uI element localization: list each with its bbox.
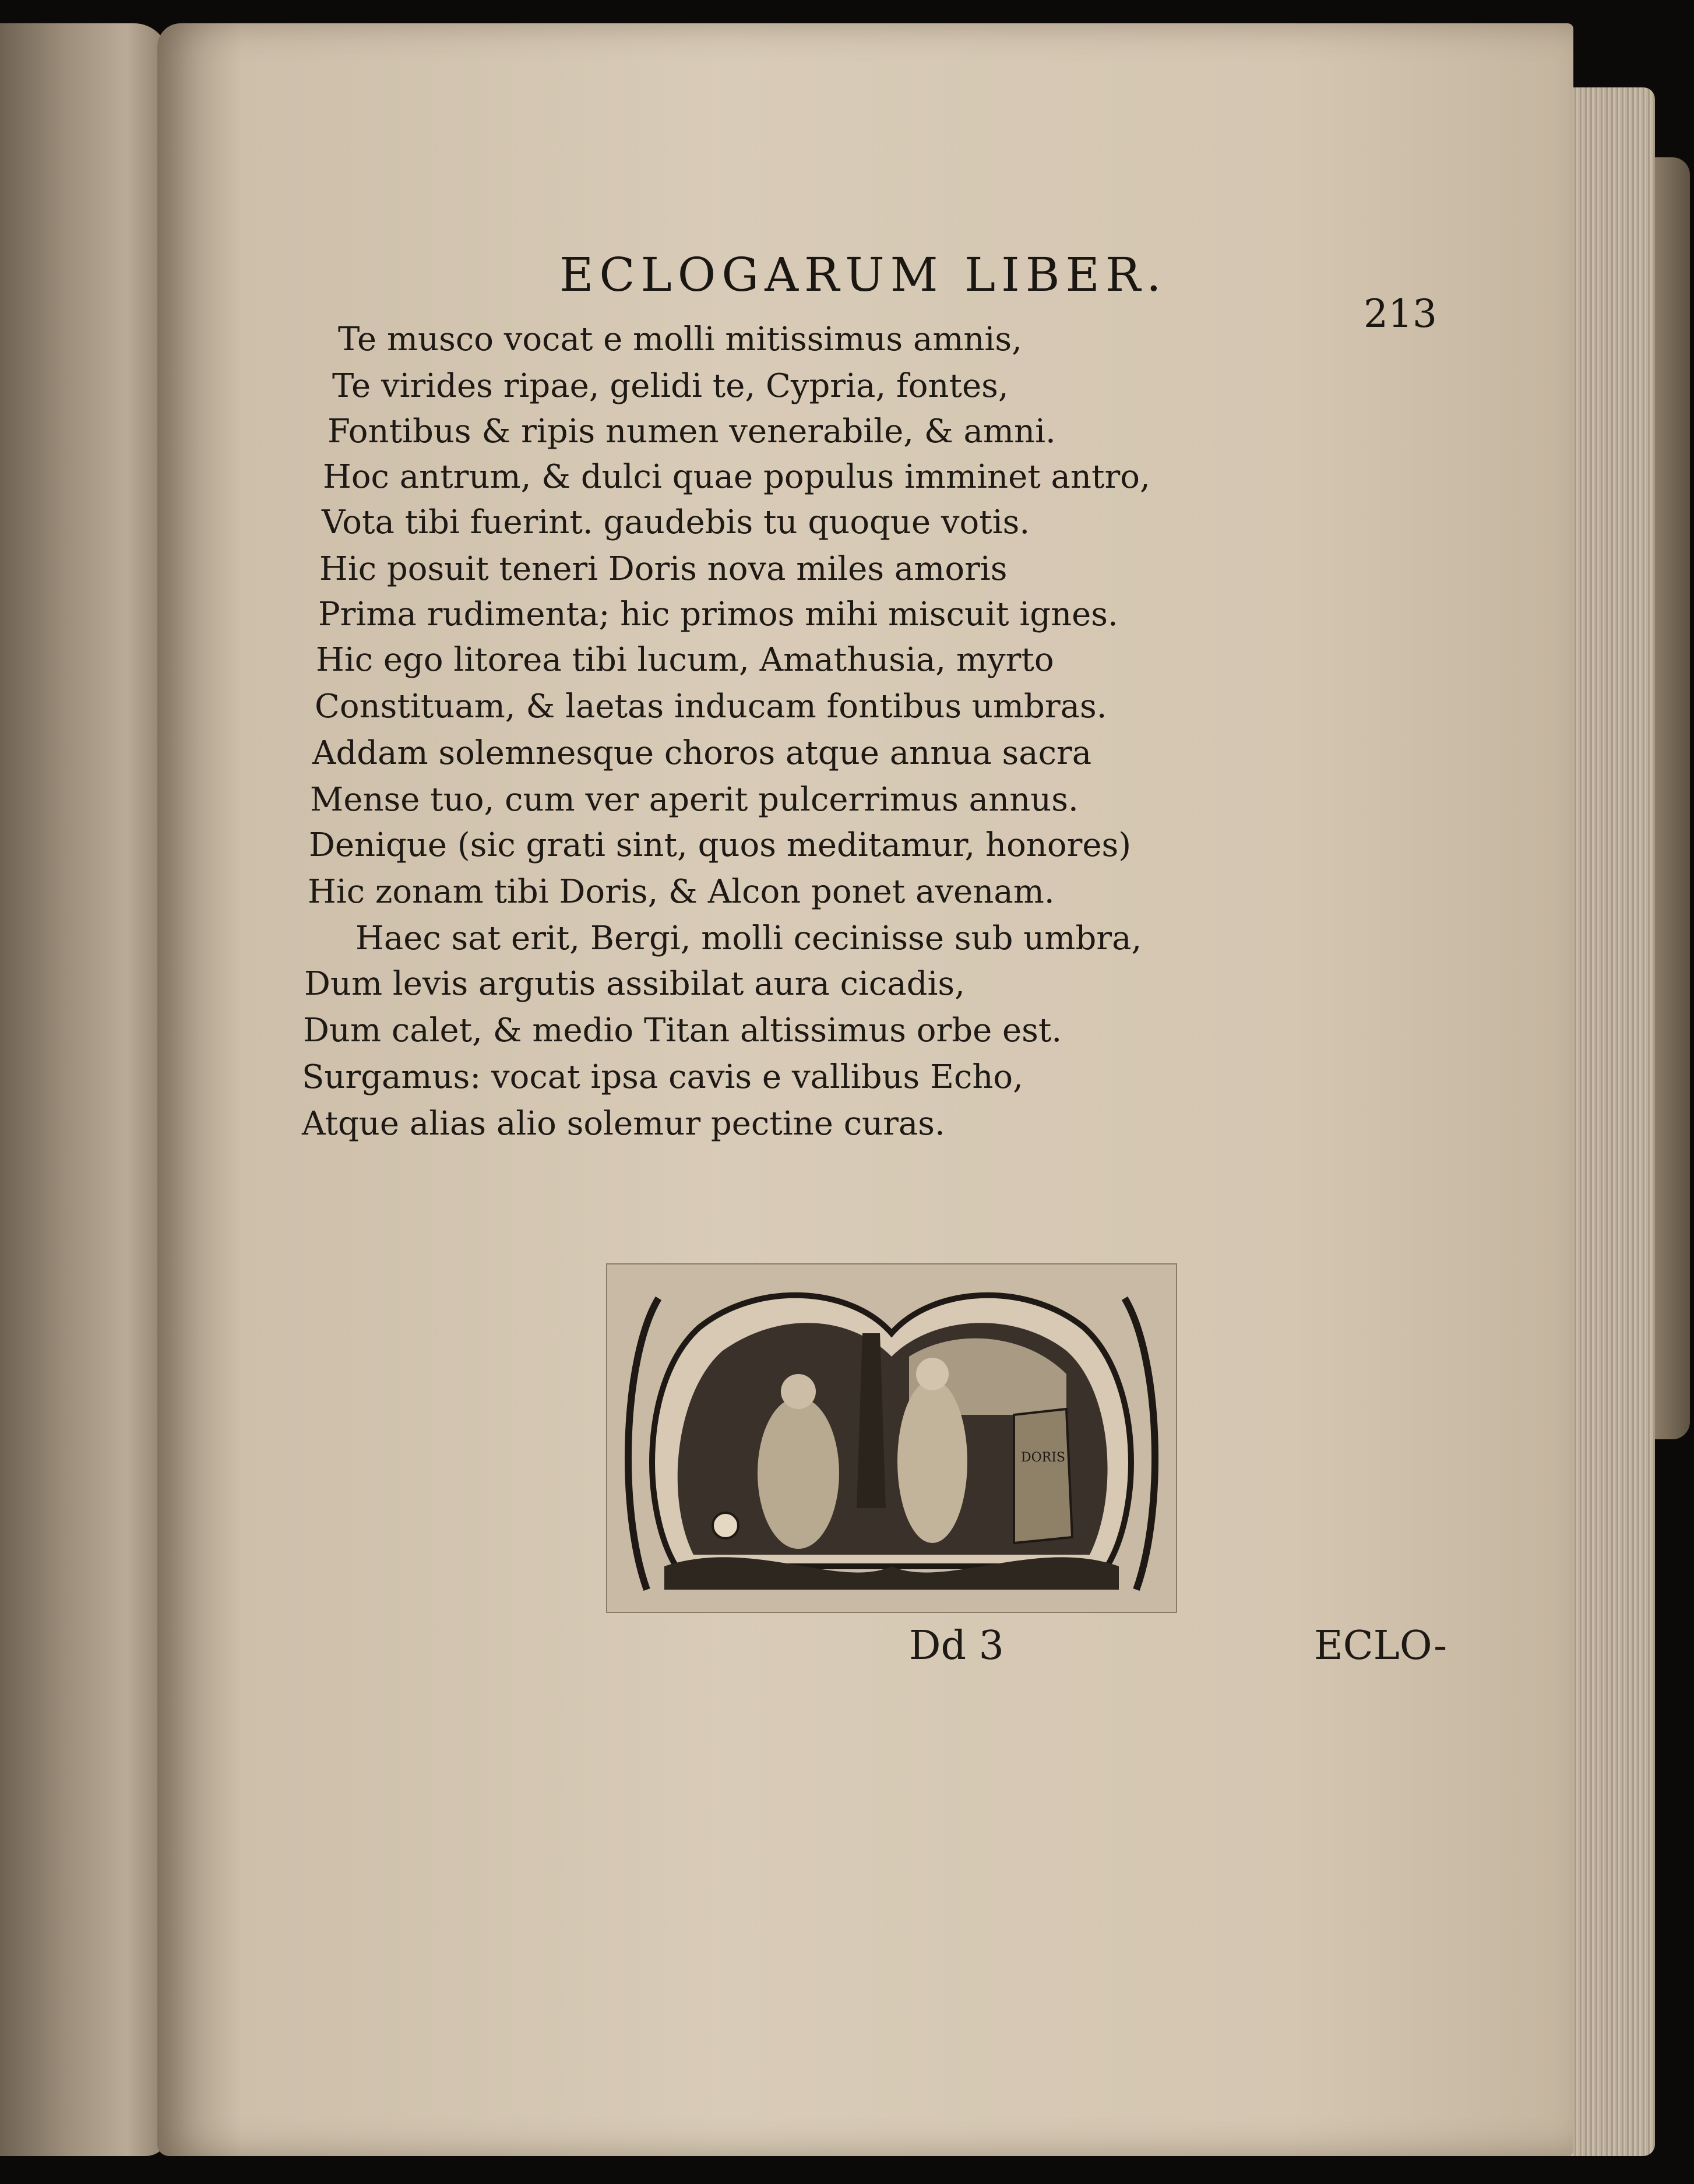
verse-line: Atque alias alio solemur pectine curas.: [302, 1105, 945, 1143]
catchword: ECLO-: [1314, 1623, 1448, 1669]
verse-line: Te virides ripae, gelidi te, Cypria, fontes,: [332, 367, 1009, 405]
book-spine: [1655, 157, 1690, 1439]
verse-line: Dum levis argutis assibilat aura cicadis,: [304, 965, 965, 1003]
verse-line: Hic posuit teneri Doris nova miles amoris: [319, 550, 1008, 588]
verse-line: Prima rudimenta; hic primos mihi miscuit ignes.: [318, 596, 1118, 633]
verse-line: Hic ego litorea tibi lucum, Amathusia, myrto: [316, 641, 1054, 679]
signature-mark: Dd 3: [909, 1623, 1004, 1669]
engraved-vignette: [606, 1263, 1177, 1613]
verse-line: Addam solemnesque choros atque annua sacra: [312, 734, 1092, 772]
page-edges: [1568, 87, 1655, 2156]
facing-left-page: [0, 23, 169, 2156]
vignette-inscription: DORIS: [1021, 1450, 1066, 1465]
verse-line: Haec sat erit, Bergi, molli cecinisse sub umbra,: [355, 920, 1142, 957]
verse-line: Dum calet, & medio Titan altissimus orbe est.: [303, 1012, 1062, 1049]
verse-line: Fontibus & ripis numen venerabile, & amni.: [327, 413, 1056, 450]
verse-line: Vota tibi fuerint. gaudebis tu quoque votis.: [322, 503, 1030, 541]
verse-line: Denique (sic grati sint, quos meditamur, honores): [309, 826, 1132, 864]
running-title: ECLOGARUM LIBER.: [559, 248, 1167, 302]
book-page: [157, 23, 1573, 2156]
verse-line: Hic zonam tibi Doris, & Alcon ponet avenam.: [308, 873, 1055, 911]
verse-line: Hoc antrum, & dulci quae populus imminet antro,: [323, 458, 1150, 496]
verse-line: Surgamus: vocat ipsa cavis e vallibus Echo,: [302, 1058, 1023, 1096]
verse-line: Te musco vocat e molli mitissimus amnis,: [338, 320, 1022, 358]
verse-line: Constituam, & laetas inducam fontibus umbras.: [315, 688, 1107, 725]
page-number: 213: [1364, 291, 1437, 336]
verse-line: Mense tuo, cum ver aperit pulcerrimus annus.: [310, 781, 1079, 819]
